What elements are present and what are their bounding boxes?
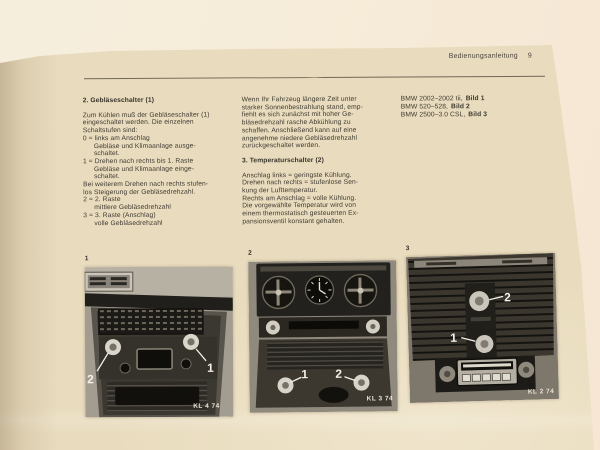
header-title: Bedienungsanleitung (448, 52, 518, 61)
text-line: zurückgeschaltet werden. (241, 142, 321, 150)
text-line: einem thermostatisch gesteuerten Ex- (242, 209, 359, 218)
text-line: Rechts am Anschlag = volle Kühlung. (242, 194, 357, 203)
text-line: Gebläse und Klimaanlage ausge- (93, 142, 196, 150)
text-line: volle Gebläsedrehzahl (94, 219, 163, 227)
callout-number: 2 (335, 366, 343, 381)
callout-number: 1 (301, 367, 309, 382)
column-model-figure-list (401, 95, 548, 226)
text-line: Anschlag links = geringste Kühlung. (242, 171, 352, 180)
figure-reference: Bild 2 (450, 103, 470, 111)
text-line: angenehme niedere Gebläsedrehzahl (241, 134, 358, 142)
text-line: Gebläse und Klimaanlage einge- (94, 165, 195, 173)
text-line: Schaltstufen sind: (82, 127, 138, 135)
text-line: starker Sonnenbestrahlung stand, emp- (241, 103, 363, 112)
figure-label: 2 (248, 249, 252, 257)
bmw-model: BMW 520–528, (400, 103, 449, 111)
text-line: fiehlt es sich zunächst mit hoher Ge- (241, 111, 354, 119)
text-line: mittlere Gebläsedrehzahl (94, 203, 172, 212)
dashboard-photo-bmw-520 (248, 260, 398, 413)
figure-bild-1 (84, 255, 234, 418)
figure-reference: Bild 1 (465, 95, 485, 103)
figure-label: 3 (405, 245, 410, 253)
text-line: schaltet. (93, 150, 120, 158)
column-temperature-switch (242, 96, 389, 227)
text-line: schaltet. (94, 173, 120, 181)
text-line: Wenn Ihr Fahrzeug längere Zeit unter (241, 95, 357, 104)
page-number: 9 (527, 52, 533, 60)
text-line: 3 = 3. Raste (Anschlag) (83, 211, 156, 220)
text-columns (83, 95, 549, 228)
callout-number: 2 (87, 372, 94, 387)
text-line: kung der Lufttemperatur. (242, 187, 318, 195)
callout-number: 1 (207, 360, 214, 375)
text-line: 3. Temperaturschalter (2) (241, 156, 324, 165)
dashboard-photo-bmw-2002 (85, 267, 234, 418)
text-line: bläsedrehzahl rasche Abkühlung zu (241, 118, 351, 127)
figure-bild-3 (405, 245, 559, 403)
callout-number: 1 (450, 330, 458, 345)
dashboard-photo-bmw-2500 (406, 253, 559, 403)
text-line: Zum Kühlen muß der Gebläseschalter (1) (82, 111, 210, 119)
text-line: 1 = Drehen nach rechts bis 1. Raste (82, 157, 194, 166)
text-line: Drehen nach rechts = stufenlose Sen- (242, 179, 359, 187)
text-line: schaffen. Anschließend kann auf eine (241, 126, 357, 135)
column-blower-switch (83, 96, 230, 227)
text-line: Die vorgewählte Temperatur wird von (242, 202, 357, 210)
figure-label: 1 (84, 255, 89, 263)
figure-bild-2 (248, 249, 398, 413)
bmw-model: BMW 2002–2002 tii, (400, 95, 463, 103)
photo-caption: KL 2 74 (527, 388, 555, 396)
text-line: eingeschaltet werden. Die einzelnen (82, 119, 194, 127)
callout-number: 2 (503, 290, 512, 305)
text-line: 2 = 2. Raste (83, 196, 121, 204)
bmw-model: BMW 2500–3.0 CSL, (400, 111, 466, 119)
text-line: pansionsventil konstant gehalten. (242, 217, 345, 226)
photo-caption: KL 3 74 (366, 395, 394, 403)
text-line: los Steigerung der Gebläsedrehzahl. (83, 188, 196, 196)
photo-caption: KL 4 74 (193, 402, 220, 410)
figure-reference: Bild 3 (468, 111, 488, 119)
text-line: Bei weiterem Drehen nach rechts stufen- (83, 180, 209, 189)
bmw-model-row (401, 111, 547, 120)
text-line: 2. Gebläseschalter (1) (82, 96, 155, 105)
text-line: 0 = links am Anschlag (82, 134, 150, 143)
